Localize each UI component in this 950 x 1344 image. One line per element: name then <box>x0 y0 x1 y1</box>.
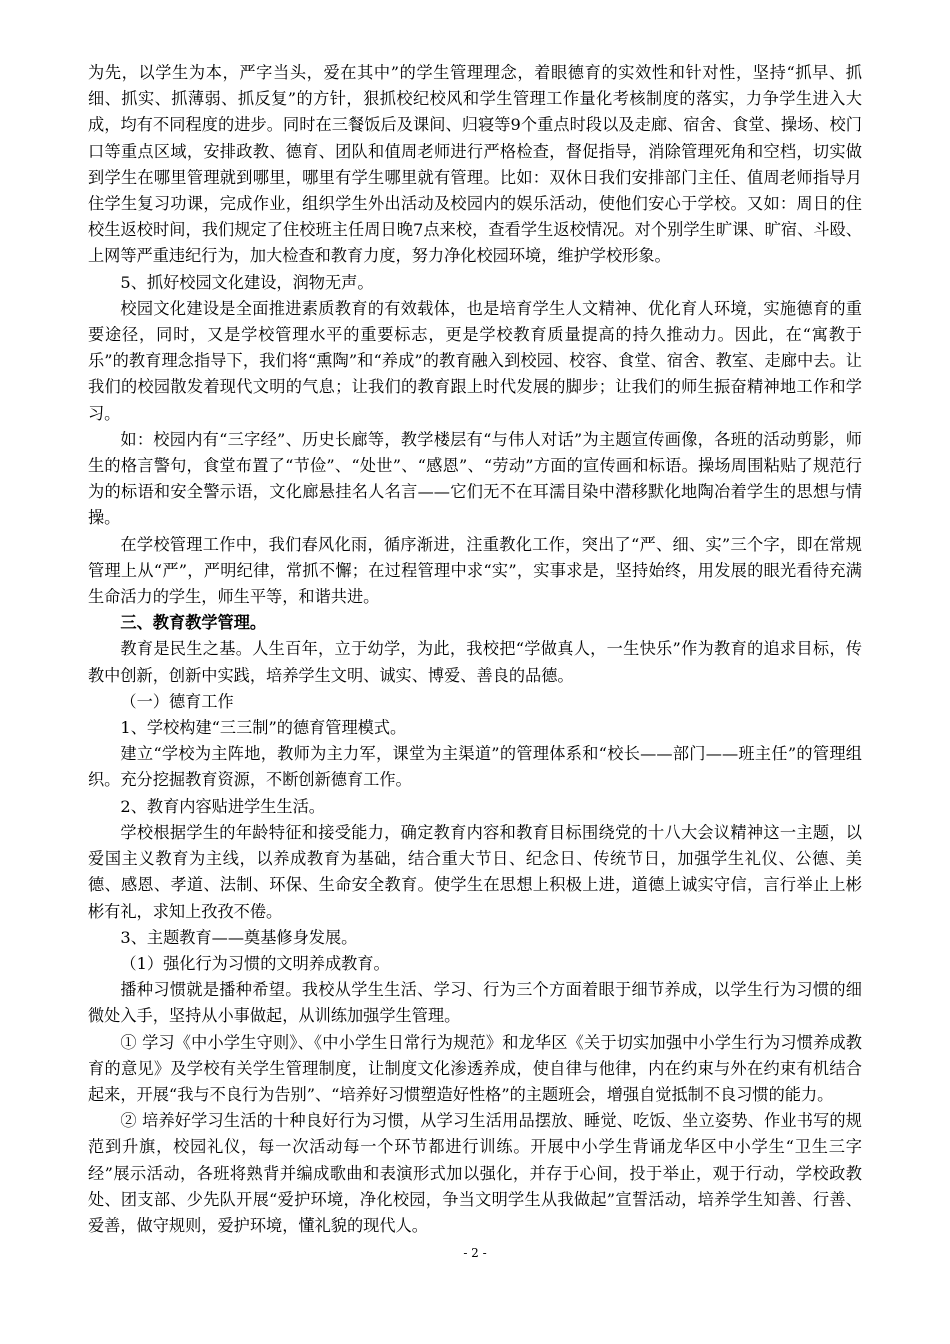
subsection-title: 3、主题教育——奠基修身发展。 <box>120 927 358 947</box>
paragraph: 如：校园内有“三字经”、历史长廊等，教学楼层有“与伟人对话”为主题宣传画像，各班的活动剪影，师生的格言警句，食堂布置了“节俭”、“处世”、“感恩”、“劳动”方面的宣传画和标语。操场周围粘贴了规范行为的标语和安全警示语，文化廊悬挂名人名言——它们无不在耳濡目染中潜移默化地陶冶着学生的思想与情操。 <box>88 429 862 528</box>
paragraph: ② 培养好学习生活的十种良好行为习惯，从学习生活用品摆放、睡觉、吃饭、坐立姿势、作业书写的规范到升旗，校园礼仪，每一次活动每一个环节都进行训练。开展中小学生背诵龙华区中小学生“卫生三字经”展示活动，各班将熟背并编成歌曲和表演形式加以强化，并存于心间，投于举止，观于行动，学校政教处、团支部、少先队开展“爱护环境，净化校园，争当文明学生从我做起”宣誓活动，培养学生知善、行善、爱善，做守规则，爱护环境，懂礼貌的现代人。 <box>88 1111 862 1235</box>
paragraph: 在学校管理工作中，我们春风化雨，循序渐进，注重教化工作，突出了“严、细、实”三个字，即在常规管理上从“严”，严明纪律，常抓不懈；在过程管理中求“实”，实事求是，坚持始终，用发展的眼光看待充满生命活力的学生，师生平等，和谐共进。 <box>88 534 862 607</box>
subsection-title: 2、教育内容贴进学生生活。 <box>120 796 325 816</box>
subsection-title: （一）德育工作 <box>120 691 234 711</box>
page-number: - 2 - <box>463 1246 487 1260</box>
paragraph-continued: 为先，以学生为本，严字当头，爱在其中”的学生管理理念，着眼德育的实效性和针对性，坚持“抓早、抓细、抓实、抓薄弱、抓反复”的方针，狠抓校纪校风和学生管理工作量化考核制度的落实，力争学生进入大成，均有不同程度的进步。同时在三餐饭后及课间、归寝等9个重点时段以及走廊、宿舍、食堂、操场、校门口等重点区域，安排政教、德育、团队和值周老师进行严格检查，督促指导，消除管理死角和空档，切实做到学生在哪里管理就到哪里，哪里有学生哪里就有管理。比如：双休日我们安排部门主任、值周老师指导月住学生复习功课，完成作业，组织学生外出活动及校园内的娱乐活动，使他们安心于学校。又如：周日的住校生返校时间，我们规定了住校班主任周日晚7点来校，查看学生返校情况。对个别学生旷课、旷宿、斗殴、上网等严重违纪行为，加大检查和教育力度，努力净化校园环境，维护学校形象。 <box>88 63 862 266</box>
paragraph: 教育是民生之基。人生百年，立于幼学，为此，我校把“学做真人，一生快乐”作为教育的追求目标，传教中创新，创新中实践，培养学生文明、诚实、博爱、善良的品德。 <box>88 639 862 685</box>
paragraph: 学校根据学生的年龄特征和接受能力，确定教育内容和教育目标围绕党的十八大会议精神这一主题，以爱国主义教育为主线，以养成教育为基础，结合重大节日、纪念日、传统节日，加强学生礼仪、公德、美德、感恩、孝道、法制、环保、生命安全教育。使学生在思想上积极上进，道德上诚实守信，言行举止上彬彬有礼，求知上孜孜不倦。 <box>88 822 862 921</box>
document-body <box>88 60 862 1239</box>
paragraph: 播种习惯就是播种希望。我校从学生生活、学习、行为三个方面着眼于细节养成，以学生行为习惯的细微处入手，坚持从小事做起，从训练加强学生管理。 <box>88 980 862 1026</box>
paragraph: 校园文化建设是全面推进素质教育的有效载体，也是培育学生人文精神、优化育人环境，实施德育的重要途径，同时，又是学校管理水平的重要标志，更是学校教育质量提高的持久推动力。因此，在“寓教于乐”的教育理念指导下，我们将“熏陶”和“养成”的教育融入到校园、校容、食堂、宿舍、教室、走廊中去。让我们的校园散发着现代文明的气息；让我们的教育跟上时代发展的脚步；让我们的师生振奋精神地工作和学习。 <box>88 298 862 423</box>
subsection-title-5: 5、抓好校园文化建设，润物无声。 <box>120 272 374 292</box>
paragraph: ① 学习《中小学生守则》、《中小学生日常行为规范》和龙华区《关于切实加强中小学生行为习惯养成教育的意见》及学校有关学生管理制度，让制度文化渗透养成，使自律与他律，内在约束与外在约束有机结合起来，开展“我与不良行为告别”、“培养好习惯塑造好性格”的主题班会，增强自觉抵制不良习惯的能力。 <box>88 1032 862 1104</box>
subsection-title: 1、学校构建“三三制”的德育管理模式。 <box>120 718 407 738</box>
paragraph: 建立“学校为主阵地，教师为主力军，课堂为主渠道”的管理体系和“校长——部门——班主任”的管理组织。充分挖掘教育资源，不断创新德育工作。 <box>88 744 862 790</box>
section-heading: 三、教育教学管理。 <box>120 613 267 633</box>
subsection-title: （1）强化行为习惯的文明养成教育。 <box>120 953 390 973</box>
